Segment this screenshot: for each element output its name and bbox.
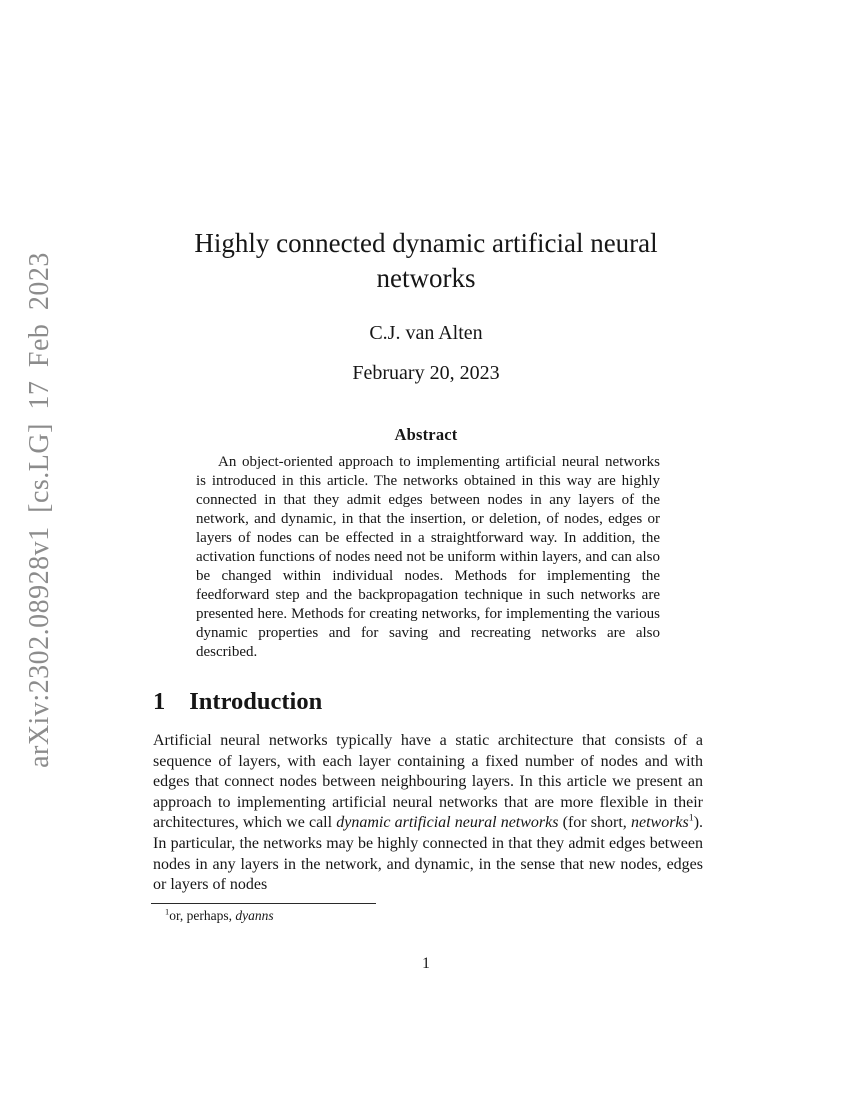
arxiv-watermark: arXiv:2302.08928v1 [cs.LG] 17 Feb 2023 xyxy=(24,252,55,768)
footnote-rule xyxy=(151,903,376,904)
paper-title: Highly connected dynamic artificial neural networks xyxy=(194,228,658,293)
section-title: Introduction xyxy=(189,688,323,715)
section-number: 1 xyxy=(153,688,166,715)
section-heading-introduction xyxy=(153,690,322,715)
abstract-text: An object-oriented approach to implementing artificial neural networks is introduced in this article. The networks obtained in this way are highly connected in that they admit edges between nodes in any layers of the network, and dynamic, in that the insertion, or deletion, of nodes, edges or layers of nodes can be effected in a straightforward way. In addition, the activation functions of nodes need not be uniform within layers, and can also be changed within individual nodes. Methods for implementing the feedforward step and the backpropagation technique in such networks are presented here. Methods for creating networks, for implementing the various dynamic properties and for saving and recreating networks are also described. xyxy=(196,454,660,660)
publication-date: February 20, 2023 xyxy=(352,362,500,384)
abstract-heading: Abstract xyxy=(394,425,458,444)
author-name: C.J. van Alten xyxy=(369,322,483,344)
introduction-paragraph: Artificial neural networks typically have a static architecture that consists of a sequence of layers, with each layer containing a fixed number of nodes and with edges that connect nodes between neighbouring layers. In this article we present an approach to implementing artificial neural networks that are more flexible in their architectures, which we call dynamic artificial neural networks (for short, networks$^1$). In particular, the networks may be highly connected in that they admit edges between nodes in any layers in the network, and dynamic, in the sense that new nodes, edges or layers of nodes xyxy=(153,732,704,894)
page-number: 1 xyxy=(422,955,430,972)
footnote-text: $^1$or, perhaps, dyanns xyxy=(165,907,274,923)
